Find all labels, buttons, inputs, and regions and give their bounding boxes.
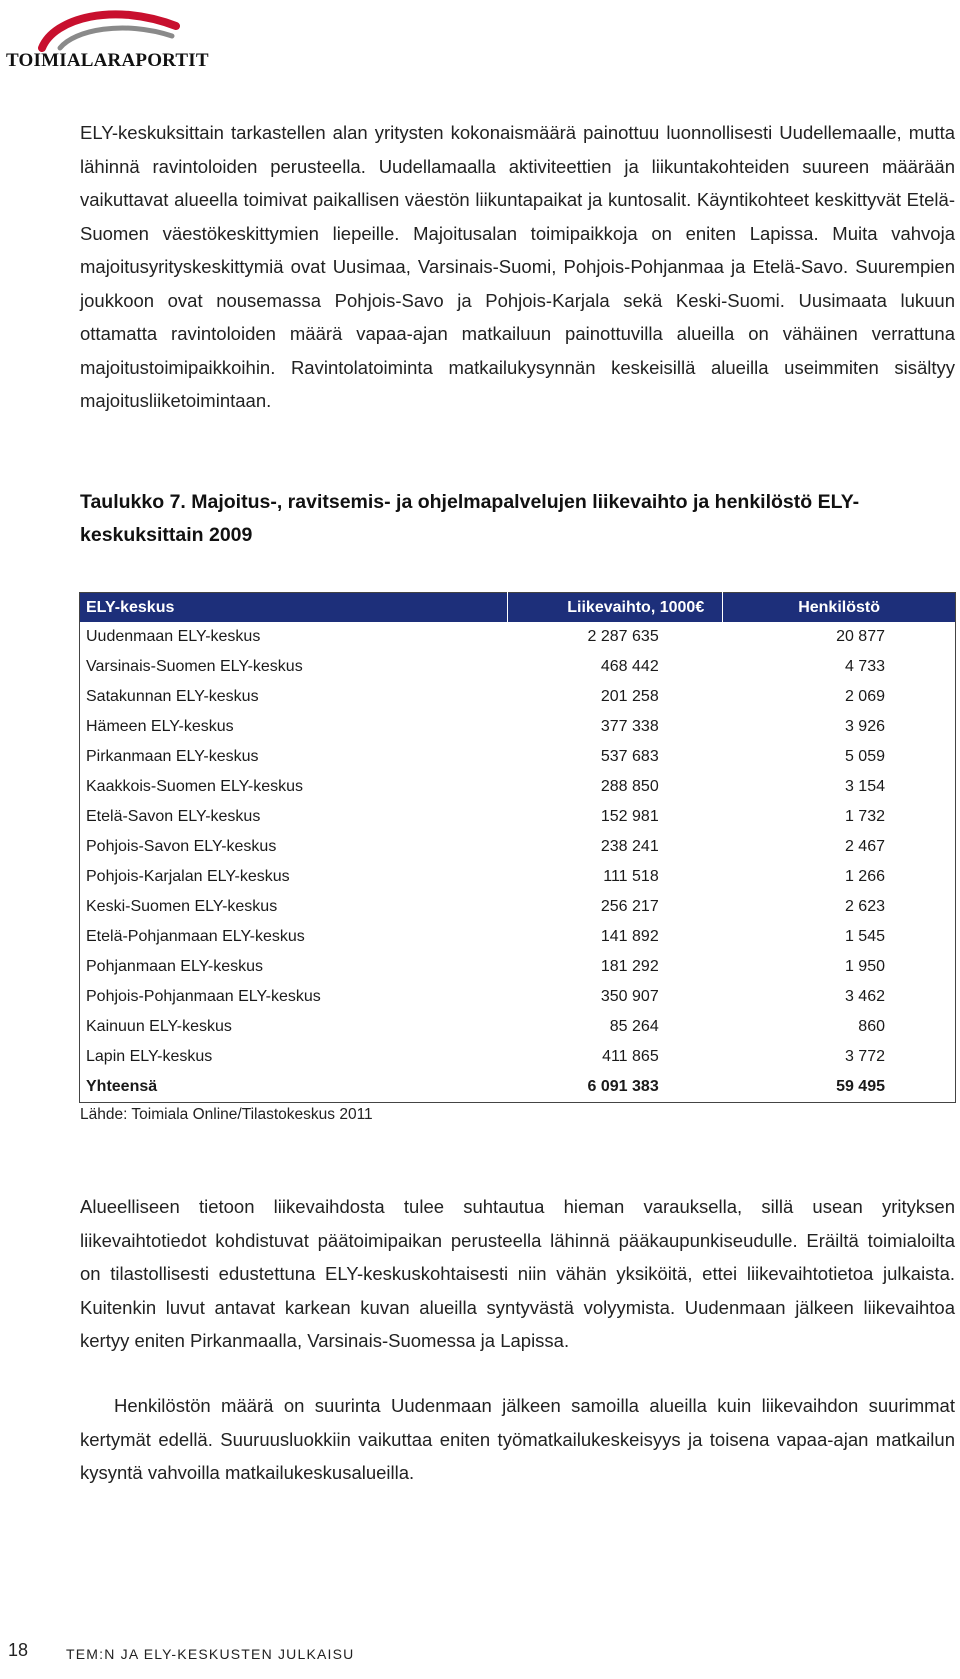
header-liikevaihto: Liikevaihto, 1000€ <box>508 593 723 623</box>
table-row <box>80 742 956 772</box>
staff-cell: 1 545 <box>844 928 885 945</box>
region-cell: Satakunnan ELY-keskus <box>86 688 259 705</box>
table-row <box>80 1042 956 1072</box>
body-paragraph: Henkilöstön määrä on suurinta Uudenmaan jälkeen samoilla alueilla kuin liikevaihdon suurimmat kertymät edellä. Suuruusluokkiin vaikuttaa eniten työmatkailukeskeisyys ja toisena vapaa-ajan matkailun kysyntä vahvoilla matkailukeskusalueilla. <box>80 1395 955 1483</box>
table-row <box>80 892 956 922</box>
region-cell: Etelä-Pohjanmaan ELY-keskus <box>86 928 305 945</box>
body-paragraph: Alueelliseen tietoon liikevaihdosta tulee suhtautua hieman varauksella, sillä usean yrityksen liikevaihtotiedot kohdistuvat päätoimipaikan perusteella lähinnä pääkaupunkiseudulle. Eräiltä toimialoilta on tilastollisesti edustettuna ELY-keskuskohtaisesti niin vähän yksiköitä, ettei liikevaihtotietoa julkaista. Kuitenkin luvut antavat karkean kuvan alueilla syntyvästä volyymista. Uudenmaan jälkeen liikevaihtoa kertyy eniten Pirkanmaalla, Varsinais-Suomessa ja Lapissa. <box>80 1196 955 1351</box>
revenue-staff-table <box>79 592 956 1103</box>
table-row <box>80 622 956 652</box>
logo-swoosh-icon <box>34 4 184 52</box>
total-staff-cell: 59 495 <box>836 1078 885 1095</box>
table-row <box>80 982 956 1012</box>
table-row <box>80 1012 956 1042</box>
staff-cell: 20 877 <box>836 628 885 645</box>
region-cell: Keski-Suomen ELY-keskus <box>86 898 278 915</box>
revenue-cell: 181 292 <box>600 958 659 975</box>
revenue-cell: 288 850 <box>600 778 659 795</box>
staff-cell: 1 732 <box>844 808 885 825</box>
region-cell: Pohjanmaan ELY-keskus <box>86 958 263 975</box>
revenue-cell: 537 683 <box>600 748 659 765</box>
table-row <box>80 802 956 832</box>
table-row <box>80 952 956 982</box>
table-row <box>80 922 956 952</box>
table-row <box>80 682 956 712</box>
revenue-cell: 152 981 <box>600 808 659 825</box>
table-caption: Taulukko 7. Majoitus-, ravitsemis- ja ohjelmapalvelujen liikevaihto ja henkilöstö ELY-keskuksittain 2009 <box>80 491 860 546</box>
page-number: 18 <box>8 1640 29 1660</box>
region-cell: Pohjois-Savon ELY-keskus <box>86 838 277 855</box>
staff-cell: 3 772 <box>844 1048 885 1065</box>
revenue-cell: 85 264 <box>609 1018 659 1035</box>
staff-cell: 5 059 <box>844 748 885 765</box>
revenue-cell: 201 258 <box>600 688 659 705</box>
revenue-cell: 350 907 <box>600 988 659 1005</box>
logo-text: TOIMIALARAPORTIT <box>6 50 209 71</box>
staff-cell: 2 069 <box>844 688 885 705</box>
footer-text: TEM:N JA ELY-KESKUSTEN JULKAISU <box>66 1646 355 1662</box>
region-cell: Kaakkois-Suomen ELY-keskus <box>86 778 303 795</box>
table-row <box>80 712 956 742</box>
revenue-cell: 468 442 <box>600 658 659 675</box>
staff-cell: 4 733 <box>844 658 885 675</box>
total-label-cell: Yhteensä <box>86 1078 158 1095</box>
intro-paragraph: ELY-keskuksittain tarkastellen alan yritysten kokonaismäärä painottuu luonnollisesti Uudellemaalle, mutta lähinnä ravintoloiden perusteella. Uudellamaalla aktiviteettien ja liikuntakohteiden suureen määrään vaikuttavat alueella toimivat paikallisen väestön liikuntapaikat ja kuntosalit. Käyntikohteet keskittyvät Etelä-Suomen väestökeskittymien liepeille. Majoitusalan toimipaikkoja on eniten Lapissa. Muita vahvoja majoitusyrityskeskittymiä ovat Uusimaa, Varsinais-Suomi, Pohjois-Pohjanmaa ja Etelä-Savo. Suurempien joukkoon ovat nousemassa Pohjois-Savo ja Pohjois-Karjala sekä Keski-Suomi. Uusimaata lukuun ottamatta ravintoloiden määrä vapaa-ajan matkailuun painottuvilla alueilla on vähäinen verrattuna majoitustoimipaikkoihin. Ravintolatoiminta matkailukysynnän keskeisillä alueilla useimmiten sisältyy majoitusliiketoimintaan. <box>80 122 955 411</box>
table-row <box>80 652 956 682</box>
header-ely-keskus: ELY-keskus <box>80 593 508 623</box>
staff-cell: 3 926 <box>844 718 885 735</box>
staff-cell: 2 623 <box>844 898 885 915</box>
table-source: Lähde: Toimiala Online/Tilastokeskus 2011 <box>80 1106 373 1123</box>
region-cell: Hämeen ELY-keskus <box>86 718 234 735</box>
staff-cell: 860 <box>858 1018 885 1035</box>
revenue-cell: 141 892 <box>600 928 659 945</box>
region-cell: Varsinais-Suomen ELY-keskus <box>86 658 303 675</box>
header-henkilosto: Henkilöstö <box>723 593 956 623</box>
region-cell: Etelä-Savon ELY-keskus <box>86 808 261 825</box>
revenue-cell: 2 287 635 <box>587 628 659 645</box>
region-cell: Kainuun ELY-keskus <box>86 1018 232 1035</box>
staff-cell: 3 154 <box>844 778 885 795</box>
logo <box>6 4 209 74</box>
total-revenue-cell: 6 091 383 <box>587 1078 659 1095</box>
region-cell: Pirkanmaan ELY-keskus <box>86 748 259 765</box>
revenue-cell: 411 865 <box>602 1048 659 1065</box>
staff-cell: 2 467 <box>844 838 885 855</box>
revenue-cell: 256 217 <box>600 898 659 915</box>
region-cell: Uudenmaan ELY-keskus <box>86 628 261 645</box>
staff-cell: 3 462 <box>844 988 885 1005</box>
region-cell: Pohjois-Pohjanmaan ELY-keskus <box>86 988 321 1005</box>
table-total-row <box>80 1072 956 1103</box>
table-header-row <box>80 593 956 623</box>
table-row <box>80 772 956 802</box>
revenue-cell: 377 338 <box>600 718 659 735</box>
staff-cell: 1 266 <box>844 868 885 885</box>
region-cell: Pohjois-Karjalan ELY-keskus <box>86 868 290 885</box>
table-row <box>80 862 956 892</box>
staff-cell: 1 950 <box>844 958 885 975</box>
revenue-cell: 111 518 <box>603 868 659 885</box>
table-row <box>80 832 956 862</box>
revenue-cell: 238 241 <box>600 838 659 855</box>
region-cell: Lapin ELY-keskus <box>86 1048 213 1065</box>
